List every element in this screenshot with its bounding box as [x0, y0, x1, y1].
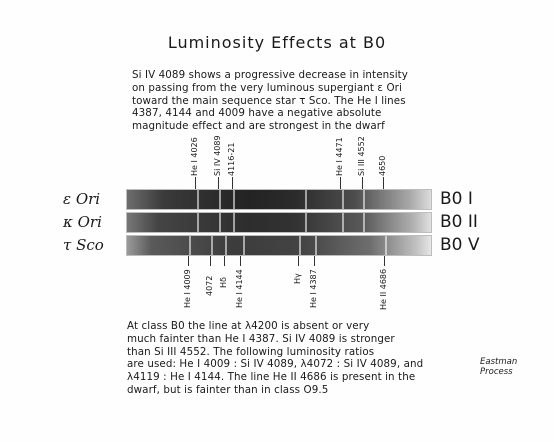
- line-marker-bottom: [314, 256, 315, 266]
- spectrum-strip: [126, 212, 432, 233]
- absorption-line: [363, 213, 365, 232]
- criteria-line: are used: He I 4009 : Si IV 4089, λ4072 : Si IV 4089, and: [127, 358, 424, 371]
- absorption-line: [299, 236, 301, 255]
- line-marker-bottom: [188, 256, 189, 266]
- line-label-top: Si III 4552: [357, 136, 366, 176]
- line-label-bottom: 4072: [205, 275, 214, 296]
- absorption-line: [219, 190, 221, 209]
- line-label-bottom: Hδ: [219, 277, 228, 288]
- line-marker-top: [340, 177, 341, 189]
- line-label-top: He I 4471: [335, 137, 344, 176]
- line-marker-bottom: [384, 256, 385, 266]
- line-marker-bottom: [210, 256, 211, 266]
- intro-paragraph: [132, 69, 408, 133]
- criteria-line: At class B0 the line at λ4200 is absent or very: [127, 320, 370, 332]
- process-note: [480, 357, 517, 377]
- line-marker-top: [218, 177, 219, 189]
- line-marker-bottom: [240, 256, 241, 266]
- absorption-line: [197, 213, 199, 232]
- intro-line: Si IV 4089 shows a progressive decrease in intensity: [132, 69, 409, 81]
- spectral-class: B0 II: [440, 212, 478, 232]
- absorption-line: [305, 213, 307, 232]
- line-label-top: Si IV 4089: [213, 135, 222, 176]
- intro-line: 4387, 4144 and 4009 have a negative absolute: [132, 107, 382, 120]
- intro-line: on passing from the very luminous supergiant ε Ori: [132, 81, 402, 94]
- line-marker-top: [195, 177, 196, 189]
- line-label-bottom: He I 4009: [183, 269, 192, 308]
- absorption-line: [233, 190, 235, 209]
- absorption-line: [225, 236, 227, 255]
- line-label-top: He I 4026: [190, 137, 199, 176]
- process-note-line: Eastman: [480, 357, 518, 367]
- intro-line: toward the main sequence star τ Sco. The He I lines: [132, 94, 406, 107]
- line-label-top: 4650: [378, 155, 387, 176]
- absorption-line: [315, 236, 317, 255]
- criteria-line: λ4119 : He I 4144. The line He II 4686 is present in the: [127, 371, 416, 384]
- criteria-line: much fainter than He I 4387. Si IV 4089 is stronger: [127, 332, 395, 345]
- absorption-line: [211, 236, 213, 255]
- line-marker-bottom: [224, 256, 225, 266]
- line-marker-top: [232, 177, 233, 189]
- criteria-line: dwarf, but is fainter than in class O9.5: [127, 383, 329, 396]
- absorption-line: [233, 213, 235, 232]
- criteria-line: than Si III 4552. The following luminosity ratios: [127, 345, 375, 358]
- page-title: Luminosity Effects at B0: [167, 33, 387, 52]
- star-label: ε Ori: [63, 190, 101, 208]
- spectrum-strip: [126, 235, 432, 256]
- line-marker-bottom: [298, 256, 299, 266]
- star-label: τ Sco: [63, 236, 104, 254]
- absorption-line: [189, 236, 191, 255]
- spectrum-strip: [126, 189, 432, 210]
- line-marker-top: [383, 177, 384, 189]
- line-label-bottom: He I 4144: [235, 269, 244, 308]
- line-label-top: 4116-21: [227, 142, 236, 176]
- absorption-line: [385, 236, 387, 255]
- absorption-line: [197, 190, 199, 209]
- line-label-bottom: He II 4686: [379, 268, 388, 310]
- process-note-line: Process: [480, 367, 513, 377]
- class-criteria-paragraph: [127, 320, 423, 397]
- absorption-line: [305, 190, 307, 209]
- absorption-line: [243, 236, 245, 255]
- star-label: κ Ori: [63, 213, 102, 231]
- absorption-line: [342, 213, 344, 232]
- absorption-line: [363, 190, 365, 209]
- absorption-line: [342, 190, 344, 209]
- line-marker-top: [362, 177, 363, 189]
- spectral-class: B0 V: [440, 235, 480, 255]
- spectral-class: B0 I: [440, 189, 473, 209]
- absorption-line: [219, 213, 221, 232]
- intro-line: magnitude effect and are strongest in the dwarf: [132, 120, 385, 133]
- line-label-bottom: He I 4387: [309, 269, 318, 308]
- line-label-bottom: Hγ: [293, 273, 302, 284]
